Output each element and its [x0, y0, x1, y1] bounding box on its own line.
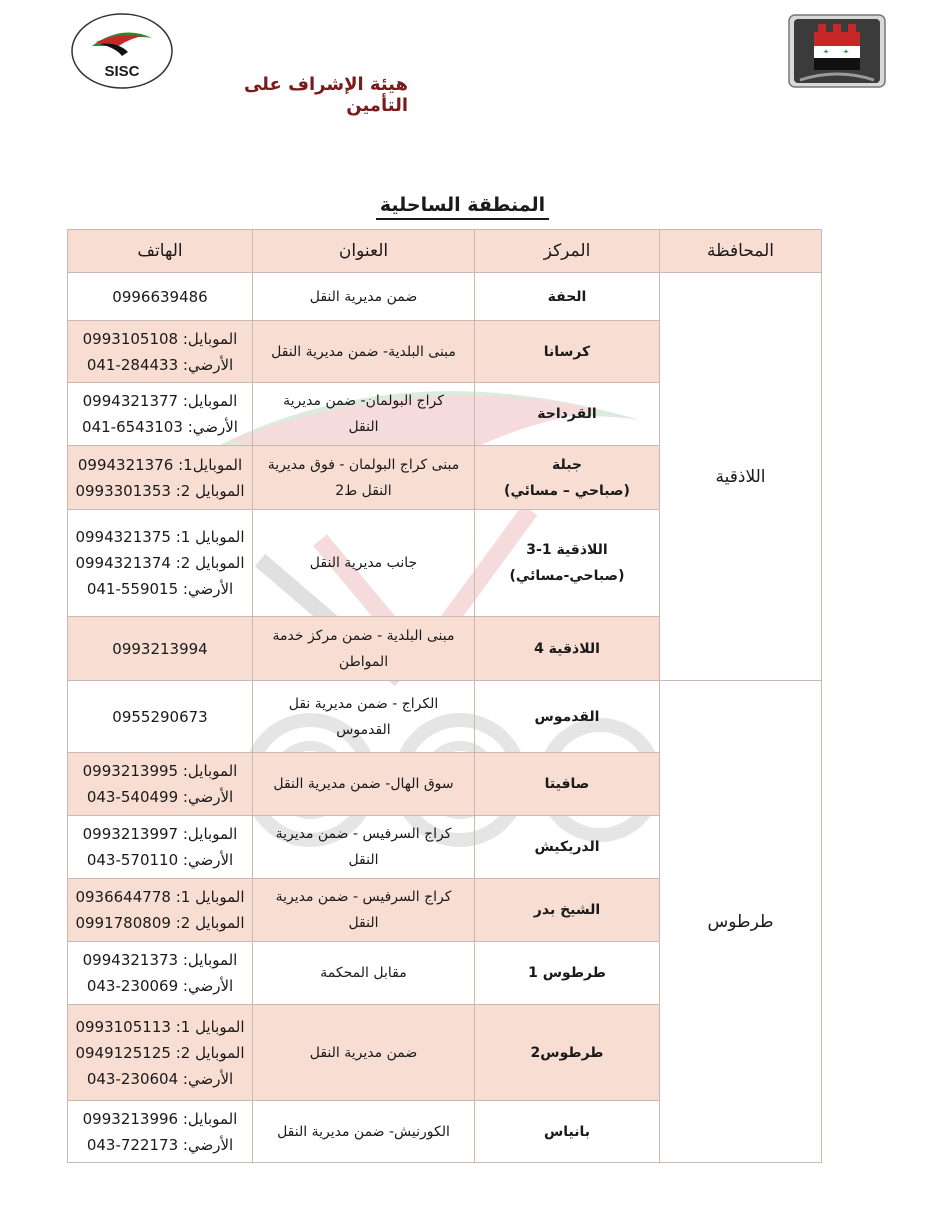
- address-cell-line: النقل: [348, 852, 379, 868]
- center-cell-line: الحفة: [547, 288, 587, 305]
- center-cell-line: (صباحي-مسائي): [509, 568, 625, 584]
- sisc-logo-text: SISC: [104, 63, 140, 80]
- center-cell: [475, 446, 660, 510]
- castle-flag-emblem-icon: [788, 14, 886, 88]
- center-cell-line: (صباحي – مسائي): [504, 482, 630, 499]
- address-cell-line: المواطن: [338, 653, 389, 670]
- phone-number: 043-230069: [86, 977, 179, 995]
- center-cell: [475, 1005, 660, 1101]
- phone-label: الموبايل 2:: [175, 914, 245, 932]
- governorate-cell: اللاذقية: [660, 273, 822, 681]
- phone-line: [74, 524, 246, 550]
- phone-line: [74, 910, 246, 936]
- center-cell-line: كرسانا: [543, 343, 591, 360]
- phone-label: الأرضي:: [187, 418, 238, 436]
- phone-line: [74, 576, 246, 602]
- phone-number: 0994321374: [75, 554, 171, 572]
- phone-number: 043-230604: [86, 1069, 179, 1088]
- center-cell-line: القرداحة: [537, 406, 597, 422]
- phone-label: الموبايل 1:: [175, 1017, 245, 1036]
- phone-label: الموبايل:: [182, 392, 238, 410]
- table-header-row: [68, 230, 822, 273]
- phone-number: 0994321375: [75, 528, 171, 546]
- phone-label: الأرضي:: [182, 851, 234, 869]
- phone-line: [74, 1040, 246, 1066]
- phone-label: الموبايل:: [182, 1109, 238, 1128]
- phone-label: الموبايل 1:: [175, 528, 245, 546]
- phone-number: 043-570110: [86, 851, 179, 869]
- center-cell: [475, 510, 660, 617]
- phone-cell: [68, 942, 253, 1005]
- phone-cell: [68, 816, 253, 879]
- phone-number: 0993213994: [112, 639, 208, 658]
- center-cell: [475, 383, 660, 446]
- address-cell-line: النقل: [348, 915, 379, 931]
- phone-line: [74, 704, 246, 730]
- phone-line: [74, 478, 246, 504]
- center-cell: [475, 681, 660, 753]
- address-cell: [253, 273, 475, 321]
- phone-number: 0991780809: [75, 914, 171, 932]
- phone-label: الموبايل 2:: [175, 481, 245, 500]
- phone-label: الأرضي:: [182, 788, 234, 806]
- phone-cell: [68, 753, 253, 816]
- phone-line: [74, 1014, 246, 1040]
- address-cell: [253, 681, 475, 753]
- address-cell-line: مبنى البلدية - ضمن مركز خدمة: [272, 627, 455, 644]
- center-cell-line: اللاذقية 1-3: [526, 542, 608, 558]
- region-title-text: المنطقة الساحلية: [376, 194, 549, 220]
- phone-line: [74, 636, 246, 662]
- phone-line: [74, 1132, 246, 1158]
- phone-number: 041-284433: [86, 355, 179, 374]
- region-title: [0, 194, 925, 216]
- phone-label: الموبايل:: [182, 329, 238, 348]
- phone-label: الأرضي:: [182, 580, 234, 598]
- phone-line: [74, 284, 246, 310]
- phone-number: 043-540499: [86, 788, 179, 806]
- phone-number: 0994321376: [77, 455, 174, 474]
- phone-number: 0936644778: [75, 888, 171, 906]
- phone-line: [74, 452, 246, 478]
- phone-number: 0994321373: [82, 951, 179, 969]
- phone-cell: [68, 879, 253, 942]
- phone-number: 0993213995: [82, 762, 179, 780]
- phone-line: [74, 847, 246, 873]
- phone-cell: [68, 1101, 253, 1163]
- address-cell: [253, 617, 475, 681]
- phone-cell: [68, 510, 253, 617]
- center-cell: [475, 321, 660, 383]
- address-cell-line: الكراج - ضمن مديرية نقل: [288, 695, 439, 712]
- phone-cell: [68, 617, 253, 681]
- org-name: هيئة الإشراف على التأمين: [243, 74, 408, 116]
- center-cell: [475, 879, 660, 942]
- phone-cell: [68, 383, 253, 446]
- phone-label: الموبايل:: [182, 951, 238, 969]
- address-cell: [253, 510, 475, 617]
- address-cell: [253, 446, 475, 510]
- address-cell-line: النقل: [348, 419, 379, 435]
- phone-line: [74, 947, 246, 973]
- address-cell: [253, 879, 475, 942]
- address-cell: [253, 1101, 475, 1163]
- address-cell-line: جانب مديرية النقل: [309, 555, 418, 571]
- header-address: العنوان: [253, 230, 475, 273]
- sisc-logo: [70, 12, 174, 90]
- address-cell-line: كراج السرفيس - ضمن مديرية: [275, 889, 452, 905]
- center-cell-line: بانياس: [543, 1123, 591, 1140]
- phone-label: الموبايل 1:: [175, 888, 245, 906]
- phone-number: 041-559015: [86, 580, 179, 598]
- address-cell: [253, 816, 475, 879]
- phone-label: الموبايل 2:: [175, 1043, 245, 1062]
- phone-number: 0949125125: [75, 1043, 171, 1062]
- center-cell-line: الدريكيش: [534, 839, 600, 855]
- phone-line: [74, 414, 246, 440]
- phone-line: [74, 1066, 246, 1092]
- center-cell-line: طرطوس2: [530, 1044, 604, 1061]
- phone-line: [74, 550, 246, 576]
- center-cell-line: طرطوس 1: [528, 965, 606, 981]
- address-cell-line: مبنى كراج البولمان - فوق مديرية: [267, 456, 460, 473]
- center-cell-line: صافيتا: [544, 776, 590, 792]
- phone-line: [74, 973, 246, 999]
- center-cell: [475, 942, 660, 1005]
- address-cell-line: كراج السرفيس - ضمن مديرية: [275, 826, 452, 842]
- center-cell: [475, 273, 660, 321]
- center-cell-line: جبلة: [551, 456, 582, 473]
- address-cell: [253, 753, 475, 816]
- center-cell-line: الشيخ بدر: [533, 902, 601, 918]
- phone-label: الأرضي:: [182, 977, 234, 995]
- phone-number: 0993213997: [82, 825, 179, 843]
- phone-number: 0993105113: [75, 1017, 171, 1036]
- table-body: [68, 273, 822, 1163]
- header-center: المركز: [475, 230, 660, 273]
- phone-line: [74, 784, 246, 810]
- phone-line: [74, 821, 246, 847]
- phone-label: الموبايل:: [182, 762, 238, 780]
- header-phone: الهاتف: [68, 230, 253, 273]
- phone-number: 0993105108: [82, 329, 179, 348]
- address-cell-line: النقل ط2: [335, 482, 392, 499]
- address-cell-line: ضمن مديرية النقل: [309, 1044, 418, 1061]
- phone-label: الموبايل1:: [178, 455, 243, 474]
- center-cell-line: القدموس: [534, 708, 600, 725]
- phone-line: [74, 1106, 246, 1132]
- address-cell: [253, 1005, 475, 1101]
- phone-number: 0996639486: [112, 287, 208, 306]
- table-row: [68, 273, 822, 321]
- phone-number: 0994321377: [82, 392, 179, 410]
- phone-number: 041-6543103: [82, 418, 183, 436]
- center-cell: [475, 1101, 660, 1163]
- phone-cell: [68, 446, 253, 510]
- address-cell: [253, 321, 475, 383]
- address-cell-line: مقابل المحكمة: [320, 965, 407, 981]
- phone-number: 0955290673: [112, 707, 208, 726]
- center-cell: [475, 753, 660, 816]
- center-cell: [475, 617, 660, 681]
- address-cell-line: الكورنيش- ضمن مديرية النقل: [277, 1123, 450, 1140]
- phone-label: الأرضي:: [182, 1135, 234, 1154]
- phone-line: [74, 388, 246, 414]
- address-cell-line: سوق الهال- ضمن مديرية النقل: [273, 776, 454, 792]
- address-cell-line: القدموس: [336, 721, 391, 738]
- address-cell-line: كراج البولمان- ضمن مديرية: [283, 393, 444, 409]
- phone-number: 0993301353: [75, 481, 171, 500]
- phone-line: [74, 352, 246, 378]
- phone-label: الموبايل 2:: [175, 554, 245, 572]
- phone-line: [74, 884, 246, 910]
- header-governorate: المحافظة: [660, 230, 822, 273]
- phone-cell: [68, 273, 253, 321]
- address-cell-line: مبنى البلدية- ضمن مديرية النقل: [271, 343, 456, 360]
- phone-cell: [68, 1005, 253, 1101]
- centers-table: [67, 229, 822, 1163]
- phone-number: 0993213996: [82, 1109, 179, 1128]
- phone-label: الأرضي:: [182, 1069, 234, 1088]
- phone-cell: [68, 321, 253, 383]
- address-cell: [253, 942, 475, 1005]
- address-cell: [253, 383, 475, 446]
- center-cell: [475, 816, 660, 879]
- phone-line: [74, 758, 246, 784]
- governorate-cell: طرطوس: [660, 681, 822, 1163]
- phone-label: الموبايل:: [182, 825, 238, 843]
- phone-label: الأرضي:: [182, 355, 234, 374]
- table-row: [68, 681, 822, 753]
- phone-line: [74, 326, 246, 352]
- center-cell-line: اللاذقية 4: [534, 640, 600, 657]
- phone-cell: [68, 681, 253, 753]
- phone-number: 043-722173: [86, 1135, 179, 1154]
- address-cell-line: ضمن مديرية النقل: [309, 288, 418, 305]
